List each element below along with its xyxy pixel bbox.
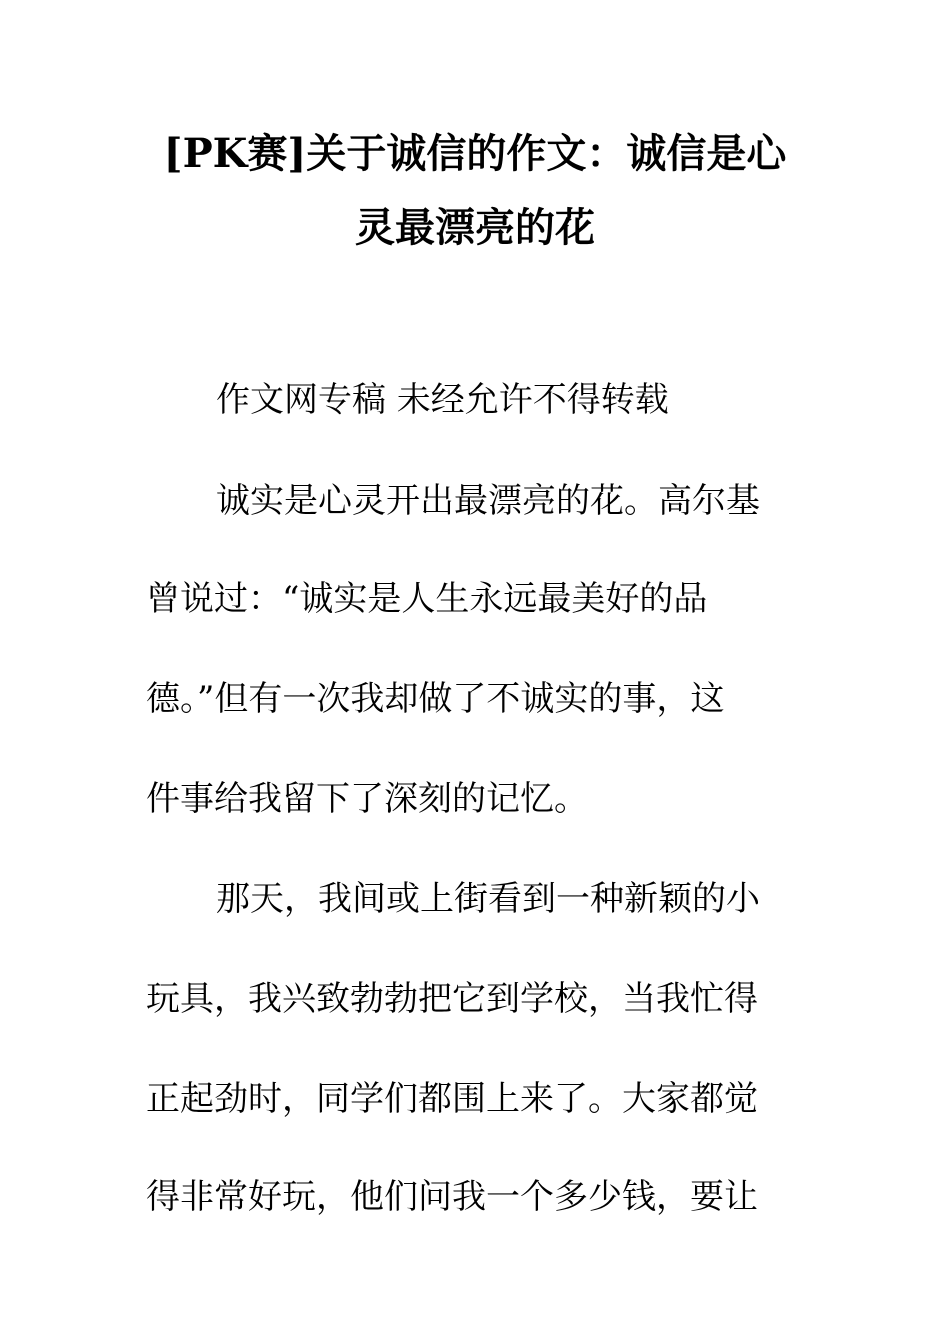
paragraph-1-line-4: 件事给我留下了深刻的记忆。 bbox=[146, 779, 588, 819]
paragraph-1-line-3: 德。”但有一次我却做了不诚实的事，这 bbox=[146, 679, 725, 719]
source-note: 作文网专稿 未经允许不得转载 bbox=[216, 380, 669, 420]
paragraph-2-line-3: 正起劲时，同学们都围上来了。大家都觉 bbox=[146, 1079, 758, 1119]
paragraph-2-line-4: 得非常好玩，他们问我一个多少钱，要让 bbox=[146, 1177, 758, 1217]
paragraph-2-line-2: 玩具，我兴致勃勃把它到学校，当我忙得 bbox=[146, 979, 758, 1019]
document-title-line-1: [PK赛]关于诚信的作文：诚信是心 bbox=[163, 130, 787, 177]
paragraph-1-line-2: 曾说过：“诚实是人生永远最美好的品 bbox=[146, 579, 708, 619]
paragraph-1-line-1: 诚实是心灵开出最漂亮的花。高尔基 bbox=[216, 481, 760, 521]
paragraph-2-line-1: 那天，我间或上街看到一种新颖的小 bbox=[216, 879, 760, 919]
document-title-line-2: 灵最漂亮的花 bbox=[355, 204, 595, 251]
